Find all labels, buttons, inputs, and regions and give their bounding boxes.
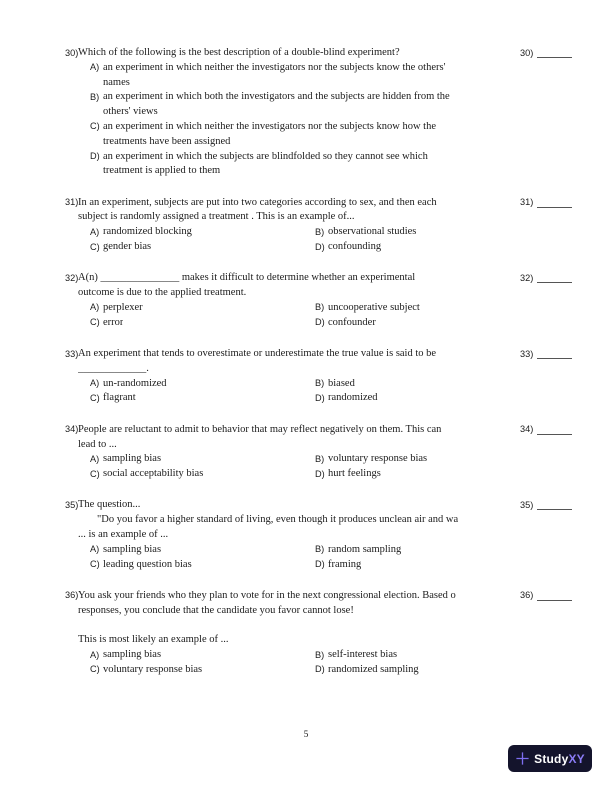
option-a [90, 301, 315, 316]
option-a [90, 377, 315, 392]
question-35 [63, 498, 573, 572]
question-number: 30) [65, 47, 79, 58]
option-letter: C) [90, 468, 100, 479]
option-a [90, 648, 315, 663]
question-text-line: You ask your friends who they plan to vote for in the next congressional election. Based o [78, 589, 456, 601]
option-letter: B) [90, 91, 100, 102]
question-30 [63, 46, 573, 179]
question-text-line: ... is an example of ... [78, 529, 169, 541]
option-c [90, 391, 315, 406]
option-letter: A) [90, 544, 100, 555]
option-letter: C) [90, 317, 100, 328]
option-letter: C) [90, 241, 100, 252]
option-letter: B) [315, 378, 325, 389]
option-b [315, 301, 420, 316]
answer-line [537, 271, 572, 283]
option-b [315, 648, 397, 663]
question-body [63, 271, 508, 330]
option-letter: D) [315, 241, 325, 252]
questions-area [63, 46, 573, 694]
question-text-line: responses, you conclude that the candidate you favor cannot lose! [78, 604, 354, 616]
option-letter: A) [90, 62, 100, 73]
answer-line [537, 347, 572, 359]
answer-line [537, 423, 572, 435]
option-c [90, 558, 315, 573]
question-text-line: "Do you favor a higher standard of living, even though it produces unclean air and wa [97, 514, 459, 526]
option-text-line: an experiment in which neither the investigators nor the subjects know how the [103, 120, 437, 132]
option-letter: D) [90, 151, 100, 162]
option-text: uncooperative subject [328, 301, 420, 313]
option-c [78, 120, 508, 150]
question-36 [63, 589, 573, 678]
option-text-line: others' views [103, 106, 158, 118]
option-text: social acceptability bias [103, 468, 204, 480]
option-text: randomized sampling [328, 663, 419, 675]
question-number: 36) [65, 590, 79, 601]
answer-blank-35 [508, 498, 573, 510]
option-text: sampling bias [103, 543, 162, 555]
option-letter: D) [315, 468, 325, 479]
option-text: observational studies [328, 226, 417, 238]
question-text-line: lead to ... [78, 438, 117, 450]
answer-blank-31 [508, 196, 573, 208]
option-letter: B) [315, 302, 325, 313]
option-d [78, 150, 508, 180]
question-body [63, 423, 508, 482]
option-letter: B) [315, 226, 325, 237]
question-number: 31) [65, 197, 79, 208]
option-text-line: an experiment in which the subjects are blindfolded so they cannot see which [103, 150, 428, 162]
option-letter: A) [90, 649, 100, 660]
option-text: un-randomized [103, 377, 167, 389]
question-31 [63, 196, 573, 255]
question-text-line: A(n) _______________ makes it difficult to determine whether an experimental [78, 272, 416, 284]
option-text: voluntary response bias [328, 453, 428, 465]
option-d [315, 663, 419, 678]
answer-number: 34) [520, 424, 534, 435]
option-letter: D) [315, 317, 325, 328]
option-text: leading question bias [103, 558, 192, 570]
option-letter: A) [90, 378, 100, 389]
question-32 [63, 271, 573, 330]
answer-number: 32) [520, 272, 534, 283]
option-text: framing [328, 558, 362, 570]
answer-blank-33 [508, 347, 573, 359]
answer-line [537, 196, 572, 208]
answer-blank-34 [508, 423, 573, 435]
option-d [315, 467, 381, 482]
question-number: 34) [65, 424, 79, 435]
option-letter: A) [90, 226, 100, 237]
question-text-line: This is most likely an example of ... [78, 634, 229, 646]
question-body [63, 498, 508, 572]
answer-number: 31) [520, 197, 534, 208]
option-text: sampling bias [103, 649, 162, 661]
question-text-line: An experiment that tends to overestimate or underestimate the true value is said to be [78, 348, 437, 360]
question-34 [63, 423, 573, 482]
option-c [90, 240, 315, 255]
answer-blank-36 [508, 589, 573, 601]
option-letter: A) [90, 302, 100, 313]
option-a [90, 543, 315, 558]
option-text: perplexer [103, 301, 143, 313]
option-letter: C) [90, 559, 100, 570]
option-letter: C) [90, 664, 100, 675]
answer-number: 36) [520, 590, 534, 601]
option-text: sampling bias [103, 453, 162, 465]
option-text: randomized blocking [103, 226, 192, 238]
question-number: 32) [65, 272, 79, 283]
option-b [315, 452, 427, 467]
option-text-line: an experiment in which neither the investigators nor the subjects know the others' [103, 61, 446, 73]
answer-number: 30) [520, 47, 534, 58]
option-text: hurt feelings [328, 468, 381, 480]
question-body [63, 46, 508, 179]
question-text-line: _____________. [78, 362, 149, 374]
option-letter: B) [315, 544, 325, 555]
option-b [78, 90, 508, 120]
option-letter: C) [90, 392, 100, 403]
plus-icon [515, 751, 530, 766]
option-d [315, 240, 381, 255]
question-text-line: People are reluctant to admit to behavior that may reflect negatively on them. This can [78, 423, 442, 435]
answer-number: 33) [520, 348, 534, 359]
option-letter: B) [315, 453, 325, 464]
question-33 [63, 347, 573, 406]
option-b [315, 543, 401, 558]
answer-line [537, 589, 572, 601]
answer-number: 35) [520, 499, 534, 510]
question-body [63, 589, 508, 678]
option-c [90, 467, 315, 482]
option-text-line: names [103, 76, 130, 88]
option-text: confounder [328, 316, 376, 328]
question-number: 35) [65, 499, 79, 510]
option-text-line: an experiment in which both the investigators and the subjects are hidden from the [103, 91, 450, 103]
option-c [90, 316, 315, 331]
option-letter: D) [315, 559, 325, 570]
option-text: flagrant [103, 392, 136, 404]
question-text-line: The question... [78, 499, 141, 511]
option-b [315, 225, 416, 240]
answer-blank-32 [508, 271, 573, 283]
option-a [90, 452, 315, 467]
answer-line [537, 46, 572, 58]
option-d [315, 316, 376, 331]
question-text-line: In an experiment, subjects are put into two categories according to sex, and then each [78, 196, 437, 208]
question-body [63, 196, 508, 255]
option-a [90, 225, 315, 240]
option-text: voluntary response bias [103, 663, 203, 675]
question-text-line: subject is randomly assigned a treatment . This is an example of... [78, 211, 355, 223]
option-text: self-interest bias [328, 649, 398, 661]
option-b [315, 377, 355, 392]
option-letter: A) [90, 453, 100, 464]
answer-blank-30 [508, 46, 573, 58]
logo-text-primary: Study [534, 751, 569, 766]
logo-text [534, 752, 585, 766]
option-text-line: treatment is applied to them [103, 165, 221, 177]
option-letter: B) [315, 649, 325, 660]
option-letter: D) [315, 392, 325, 403]
option-letter: D) [315, 664, 325, 675]
logo-text-accent: XY [568, 751, 585, 766]
option-a [78, 61, 508, 91]
option-c [90, 663, 315, 678]
question-text-line: outcome is due to the applied treatment. [78, 287, 247, 299]
studyxy-logo [508, 745, 592, 772]
question-body [63, 347, 508, 406]
page-number: 5 [303, 730, 309, 740]
option-text: biased [328, 377, 355, 389]
question-text-line: Which of the following is the best description of a double-blind experiment? [78, 47, 400, 58]
option-text: confounding [328, 241, 382, 253]
option-letter: C) [90, 121, 100, 132]
option-text: gender bias [103, 241, 152, 253]
question-number: 33) [65, 348, 79, 359]
option-text: randomized [328, 392, 378, 404]
question-text-line [78, 619, 508, 634]
option-d [315, 391, 378, 406]
option-d [315, 558, 361, 573]
option-text: error [103, 316, 124, 328]
option-text: random sampling [328, 543, 402, 555]
answer-line [537, 498, 572, 510]
option-text-line: treatments have been assigned [103, 135, 231, 147]
